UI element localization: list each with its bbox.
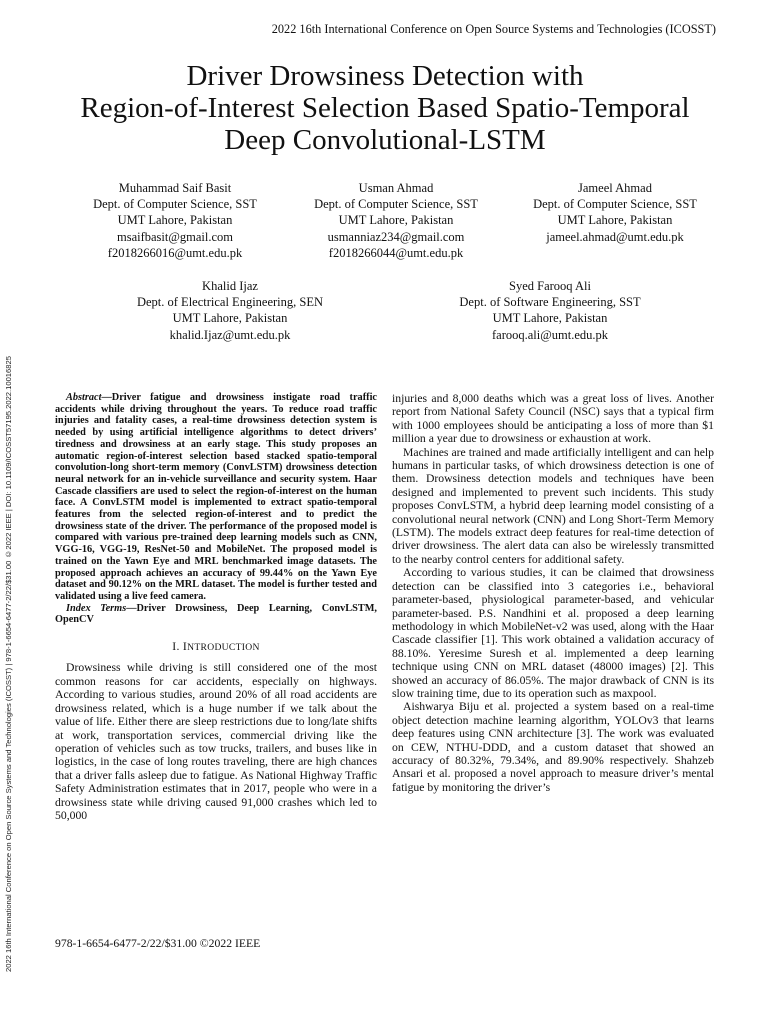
author-dept: Dept. of Electrical Engineering, SEN xyxy=(136,295,324,310)
author-dept: Dept. of Computer Science, SST xyxy=(93,197,257,212)
author-email: jameel.ahmad@umt.edu.pk xyxy=(546,229,684,244)
author-name: Syed Farooq Ali xyxy=(509,279,591,293)
author-block-farooq xyxy=(420,278,680,343)
title-line-1: Driver Drowsiness Detection with xyxy=(186,60,584,92)
author-name: Usman Ahmad xyxy=(358,181,434,195)
author-affiliation: UMT Lahore, Pakistan xyxy=(338,213,454,228)
author-name: Muhammad Saif Basit xyxy=(118,181,232,195)
author-block-jameel xyxy=(505,180,725,245)
index-terms-label: Index Terms xyxy=(66,602,127,614)
author-dept: Dept. of Computer Science, SST xyxy=(314,197,478,212)
abstract-text: —Driver fatigue and drowsiness instigate road traffic accidents while driving throughout the years. To reduce road traffic injuries and fatality cases, a real-time drowsiness detection system is needed by using artificial intelligence algorithms to detect drivers’ tiredness and drowsiness at an early stage. This study proposes an automatic region-of-interest selection based stacked spatio-temporal convolution-long short-term memory (ConvLSTM) drowsiness detection neural network for an in-vehicle surveillance and security system. Haar Cascade classifiers are used to select the region-of-interest on the human face. A ConvLSTM model is implemented to extract spatio-temporal features from the selected region-of-interest and to predict the drowsiness state of the driver. The performance of the proposed model is compared with various pre-trained deep learning models such as CNN, VGG-16, VGG-19, ResNet-50 and MobileNet. The proposed model is trained on the Yawn Eye and MRL benchmarked image datasets. The proposed approach achieves an accuracy of 99.44% on the Yawn Eye dataset and 90.12% on the MRL dataset. The model is further tested and validated using a live feed camera. xyxy=(55,392,377,602)
author-affiliation: UMT Lahore, Pakistan xyxy=(492,311,608,326)
author-name: Jameel Ahmad xyxy=(578,181,652,195)
author-affiliation: UMT Lahore, Pakistan xyxy=(117,213,233,228)
author-email: usmanniaz234@gmail.com xyxy=(327,229,465,244)
author-email: khalid.Ijaz@umt.edu.pk xyxy=(169,327,291,342)
body-paragraph: injuries and 8,000 deaths which was a great loss of lives. Another report from National Safety Council (NSC) says that a typical firm with 1000 employees should be anticipating a loss of more than $1 million a year due to drowsiness or exhaustion at work. xyxy=(392,392,714,446)
author-name: Khalid Ijaz xyxy=(202,279,258,293)
body-paragraph: Machines are trained and made artificially intelligent and can help humans in particular tasks, of which drowsiness detection is one of them. Drowsiness detection models and techniques have been designed and implemented to prevent such incidents. This study proposes ConvLSTM, a hybrid deep learning model consisting of a convolutional neural network (CNN) and Long Short-Term Memory (LSTM). The models extract deep features for real-time detection of driver drowsiness. The alert data can also be wirelessly transmitted to the nearby control centers for additional safety. xyxy=(392,445,714,566)
author-block-khalid xyxy=(100,278,360,343)
abstract-label: Abstract xyxy=(66,392,102,403)
author-block-basit xyxy=(60,180,290,261)
body-paragraph: According to various studies, it can be claimed that drowsiness detection can be classified into 3 categories i.e., behavioral parameter-based, physiological parameter-based, and vehicular parameter-based. P.S. Nandhini et al. proposed a deep learning methodology in which MobileNet-v2 was used, along with the Haar Cascade classifier [1]. This work obtained a validation accuracy of 88.10%. Yeresime Suresh et al. implemented a deep learning technique using CNN on MRL dataset (48000 images) [2]. This showed an accuracy of 86.05%. The major drawback of CNN is its slow training time, due to its operation such as maxpool. xyxy=(392,566,714,700)
abstract xyxy=(55,392,377,603)
author-affiliation: UMT Lahore, Pakistan xyxy=(172,311,288,326)
author-dept: Dept. of Computer Science, SST xyxy=(533,197,697,212)
section-heading-introduction xyxy=(55,640,377,654)
title-line-2: Region-of-Interest Selection Based Spatio-Temporal xyxy=(80,92,690,124)
index-terms xyxy=(55,603,377,626)
intro-paragraph: Drowsiness while driving is still considered one of the most common reasons for car accidents, especially on highways. According to various studies, around 20% of all road accidents are drowsiness related, which is a huge number if we talk about the value of life. Either there are sleep restrictions due to long/late shifts at work, transportation services, commercial driving like the operation of vehicles such as tow trucks, trailers, and buses like in logistics, in the case of long routes traveling, there are high chances that a driver falls asleep due to fatigue. As National Highway Traffic Safety Administration estimates that in 2017, people who were in a drowsiness state while driving caused 91,000 crashes which led to 50,000 xyxy=(55,661,377,822)
author-affiliation: UMT Lahore, Pakistan xyxy=(557,213,673,228)
author-email: f2018266044@umt.edu.pk xyxy=(328,245,464,260)
index-terms-text: —Driver Drowsiness, Deep Learning, ConvLSTM, OpenCV xyxy=(55,602,377,626)
right-column xyxy=(392,392,714,794)
section-title-initial: I xyxy=(182,640,188,654)
conference-header: 2022 16th International Conference on Open Source Systems and Technologies (ICOSST) xyxy=(271,22,716,36)
author-email: msaifbasit@gmail.com xyxy=(116,229,233,244)
body-paragraph: Aishwarya Biju et al. projected a system based on a real-time object detection machine learning algorithm, YOLOv3 that learns deep features using CNN architecture [3]. The work was evaluated on CEW, NTHU-DDD, and a custom dataset that showed an accuracy of 80.32%, 79.34%, and 89.90% respectively. Shahzeb Ansari et al. proposed a novel approach to measure driver’s mental fatigue by monitoring the driver’s xyxy=(392,700,714,794)
paper-title xyxy=(40,60,730,156)
author-block-usman xyxy=(287,180,505,261)
copyright-footer: 978-1-6654-6477-2/22/$31.00 ©2022 IEEE xyxy=(55,937,261,950)
author-dept: Dept. of Software Engineering, SST xyxy=(459,295,641,310)
author-email: farooq.ali@umt.edu.pk xyxy=(492,327,608,342)
author-email: f2018266016@umt.edu.pk xyxy=(107,245,243,260)
doi-side-strip: 2022 16th International Conference on Open Source Systems and Technologies (ICOSST) | 978-1-6654-6477-2/22/$31.00 ©2022 IEEE | DOI: 10.1109/ICOSST57195.2022.10016825 xyxy=(4,356,13,972)
section-title-rest: NTRODUCTION xyxy=(187,642,260,654)
section-numeral: I. xyxy=(172,640,180,654)
title-line-3: Deep Convolutional-LSTM xyxy=(224,124,546,156)
left-column xyxy=(55,392,377,822)
